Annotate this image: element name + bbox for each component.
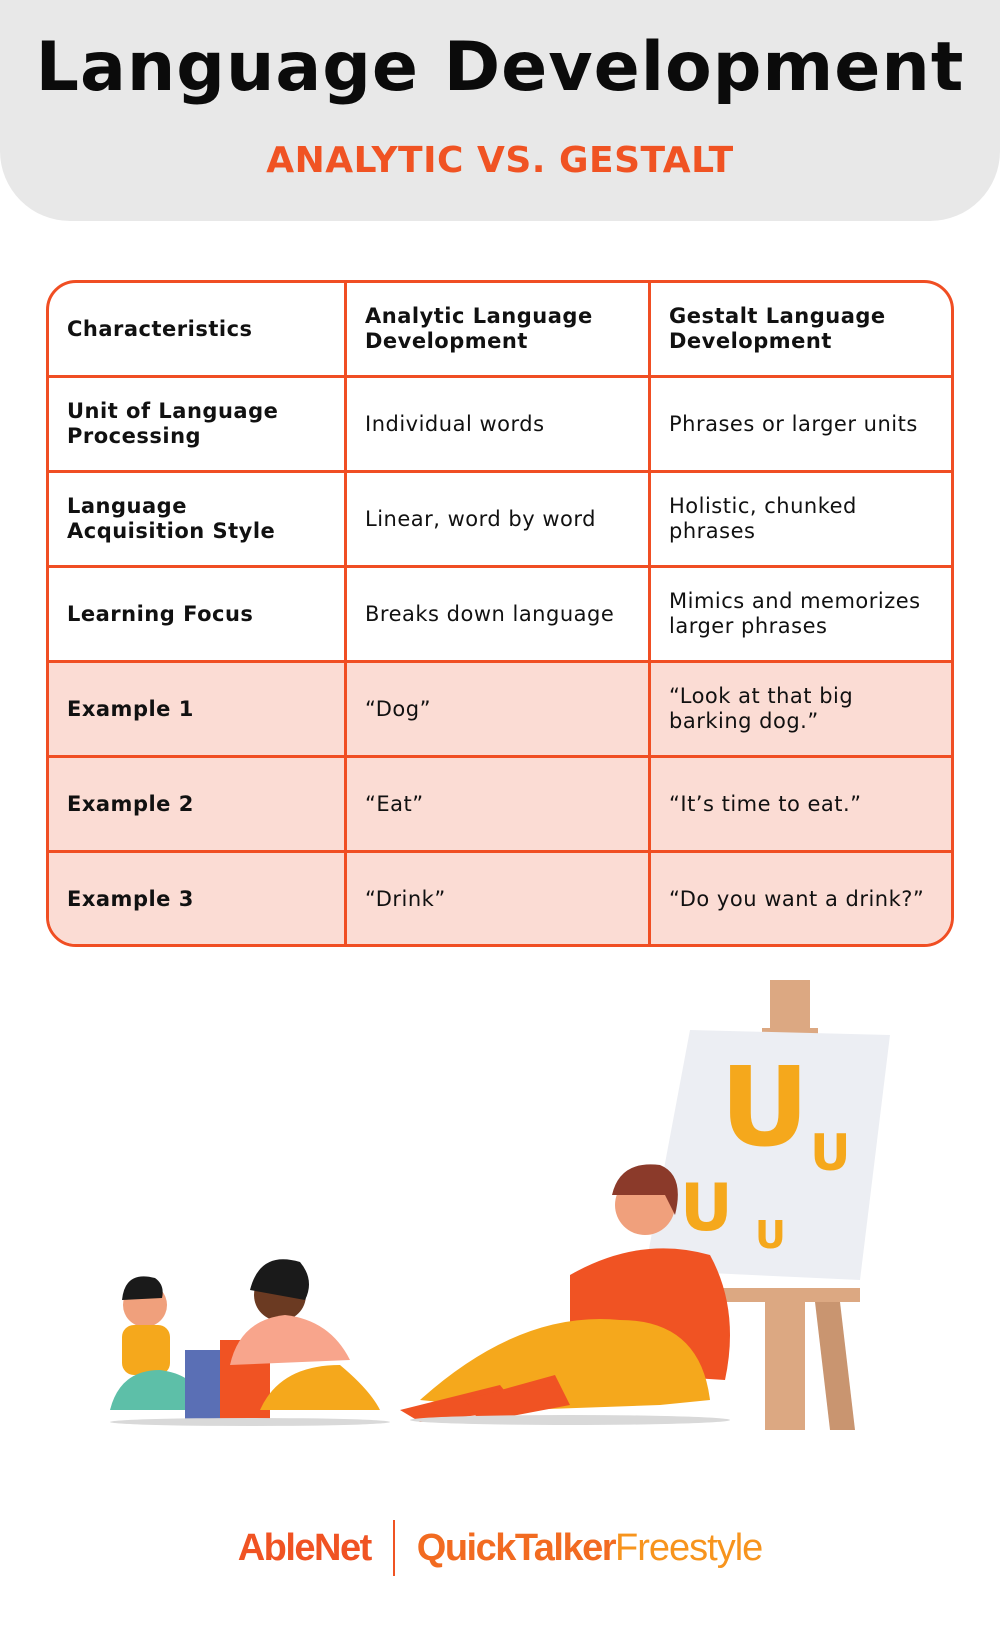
analytic-cell: “Drink” (347, 853, 651, 945)
gestalt-cell: “Do you want a drink?” (669, 886, 925, 911)
table-row (49, 470, 951, 565)
analytic-cell: Breaks down language (347, 568, 651, 660)
table-row (49, 375, 951, 470)
quicktalker-text: QuickTalker (416, 1526, 616, 1569)
row-label: Example 2 (49, 758, 347, 850)
children-and-teacher-illustration (100, 980, 900, 1460)
header-banner (0, 0, 1000, 221)
header-cell: Analytic Language Development (347, 283, 651, 375)
header-cell: Gestalt Language Development (669, 304, 886, 353)
comparison-table (46, 280, 954, 947)
gestalt-cell: Holistic, chunked phrases (669, 494, 857, 543)
gestalt-cell: “Look at that big barking dog.” (669, 684, 854, 733)
freestyle-text: Freestyle (615, 1526, 763, 1569)
svg-text:U: U (680, 1171, 733, 1246)
row-label: Example 1 (49, 663, 347, 755)
table-row (49, 660, 951, 755)
footer-logos (0, 1520, 1000, 1576)
analytic-cell: “Eat” (347, 758, 651, 850)
quicktalker-logo (417, 1527, 763, 1570)
row-label: Unit of Language Processing (49, 378, 347, 470)
row-label: Language Acquisition Style (49, 473, 347, 565)
svg-text:U: U (720, 1043, 810, 1171)
table-row (49, 565, 951, 660)
header-cell: Characteristics (49, 283, 347, 375)
page-title: Language Development (35, 28, 965, 107)
gestalt-cell: Phrases or larger units (669, 411, 918, 436)
svg-text:U: U (755, 1213, 786, 1257)
logo-divider (393, 1520, 395, 1576)
table-row (49, 850, 951, 945)
gestalt-cell: Mimics and memorizes larger phrases (669, 589, 921, 638)
children-figures-icon (110, 1259, 390, 1426)
svg-text:U: U (810, 1124, 851, 1182)
analytic-cell: Linear, word by word (347, 473, 651, 565)
gestalt-cell: “It’s time to eat.” (669, 791, 862, 816)
table-header-row (49, 283, 951, 375)
page-subtitle: ANALYTIC VS. GESTALT (266, 140, 734, 181)
row-label: Example 3 (49, 853, 347, 945)
row-label: Learning Focus (49, 568, 347, 660)
analytic-cell: “Dog” (347, 663, 651, 755)
ablenet-logo: AbleNet (237, 1526, 371, 1569)
table-row (49, 755, 951, 850)
analytic-cell: Individual words (347, 378, 651, 470)
